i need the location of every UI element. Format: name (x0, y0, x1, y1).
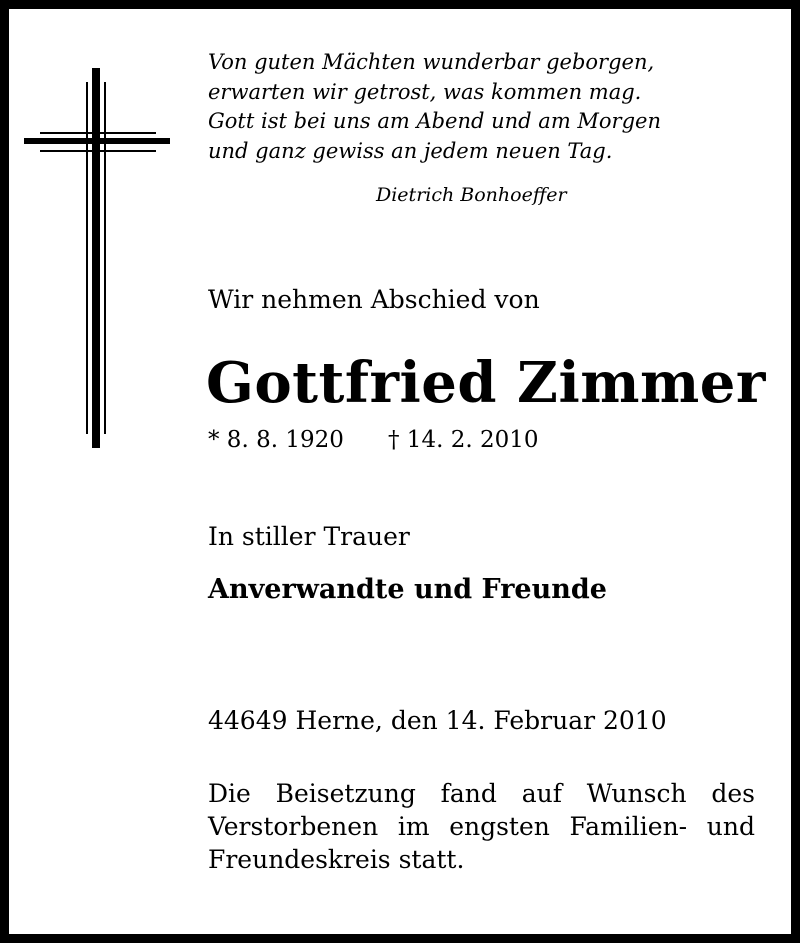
poem-line: und ganz gewiss an jedem neuen Tag. (208, 138, 613, 163)
poem-line: erwarten wir getrost, was kommen mag. (208, 79, 642, 104)
intro-text: Wir nehmen Abschied von (208, 285, 540, 314)
poem-line: Von guten Mächten wunderbar geborgen, (208, 50, 655, 74)
poem-author: Dietrich Bonhoeffer (376, 184, 567, 206)
birth-date: * 8. 8. 1920 (208, 427, 344, 453)
notice-line: Die Beisetzung fand auf Wunsch des (208, 779, 755, 808)
poem (208, 48, 661, 166)
place-and-date: 44649 Herne, den 14. Februar 2010 (208, 706, 667, 735)
mourning-text: In stiller Trauer (208, 522, 410, 551)
notice-line: Verstorbenen im engsten Familien- und (208, 812, 755, 841)
poem-line: Gott ist bei uns am Abend und am Morgen (208, 109, 661, 133)
deceased-name: Gottfried Zimmer (206, 350, 766, 416)
mourners: Anverwandte und Freunde (208, 574, 607, 605)
death-date: † 14. 2. 2010 (388, 427, 539, 453)
burial-notice (208, 777, 755, 876)
notice-line: Freundeskreis statt. (208, 845, 465, 874)
